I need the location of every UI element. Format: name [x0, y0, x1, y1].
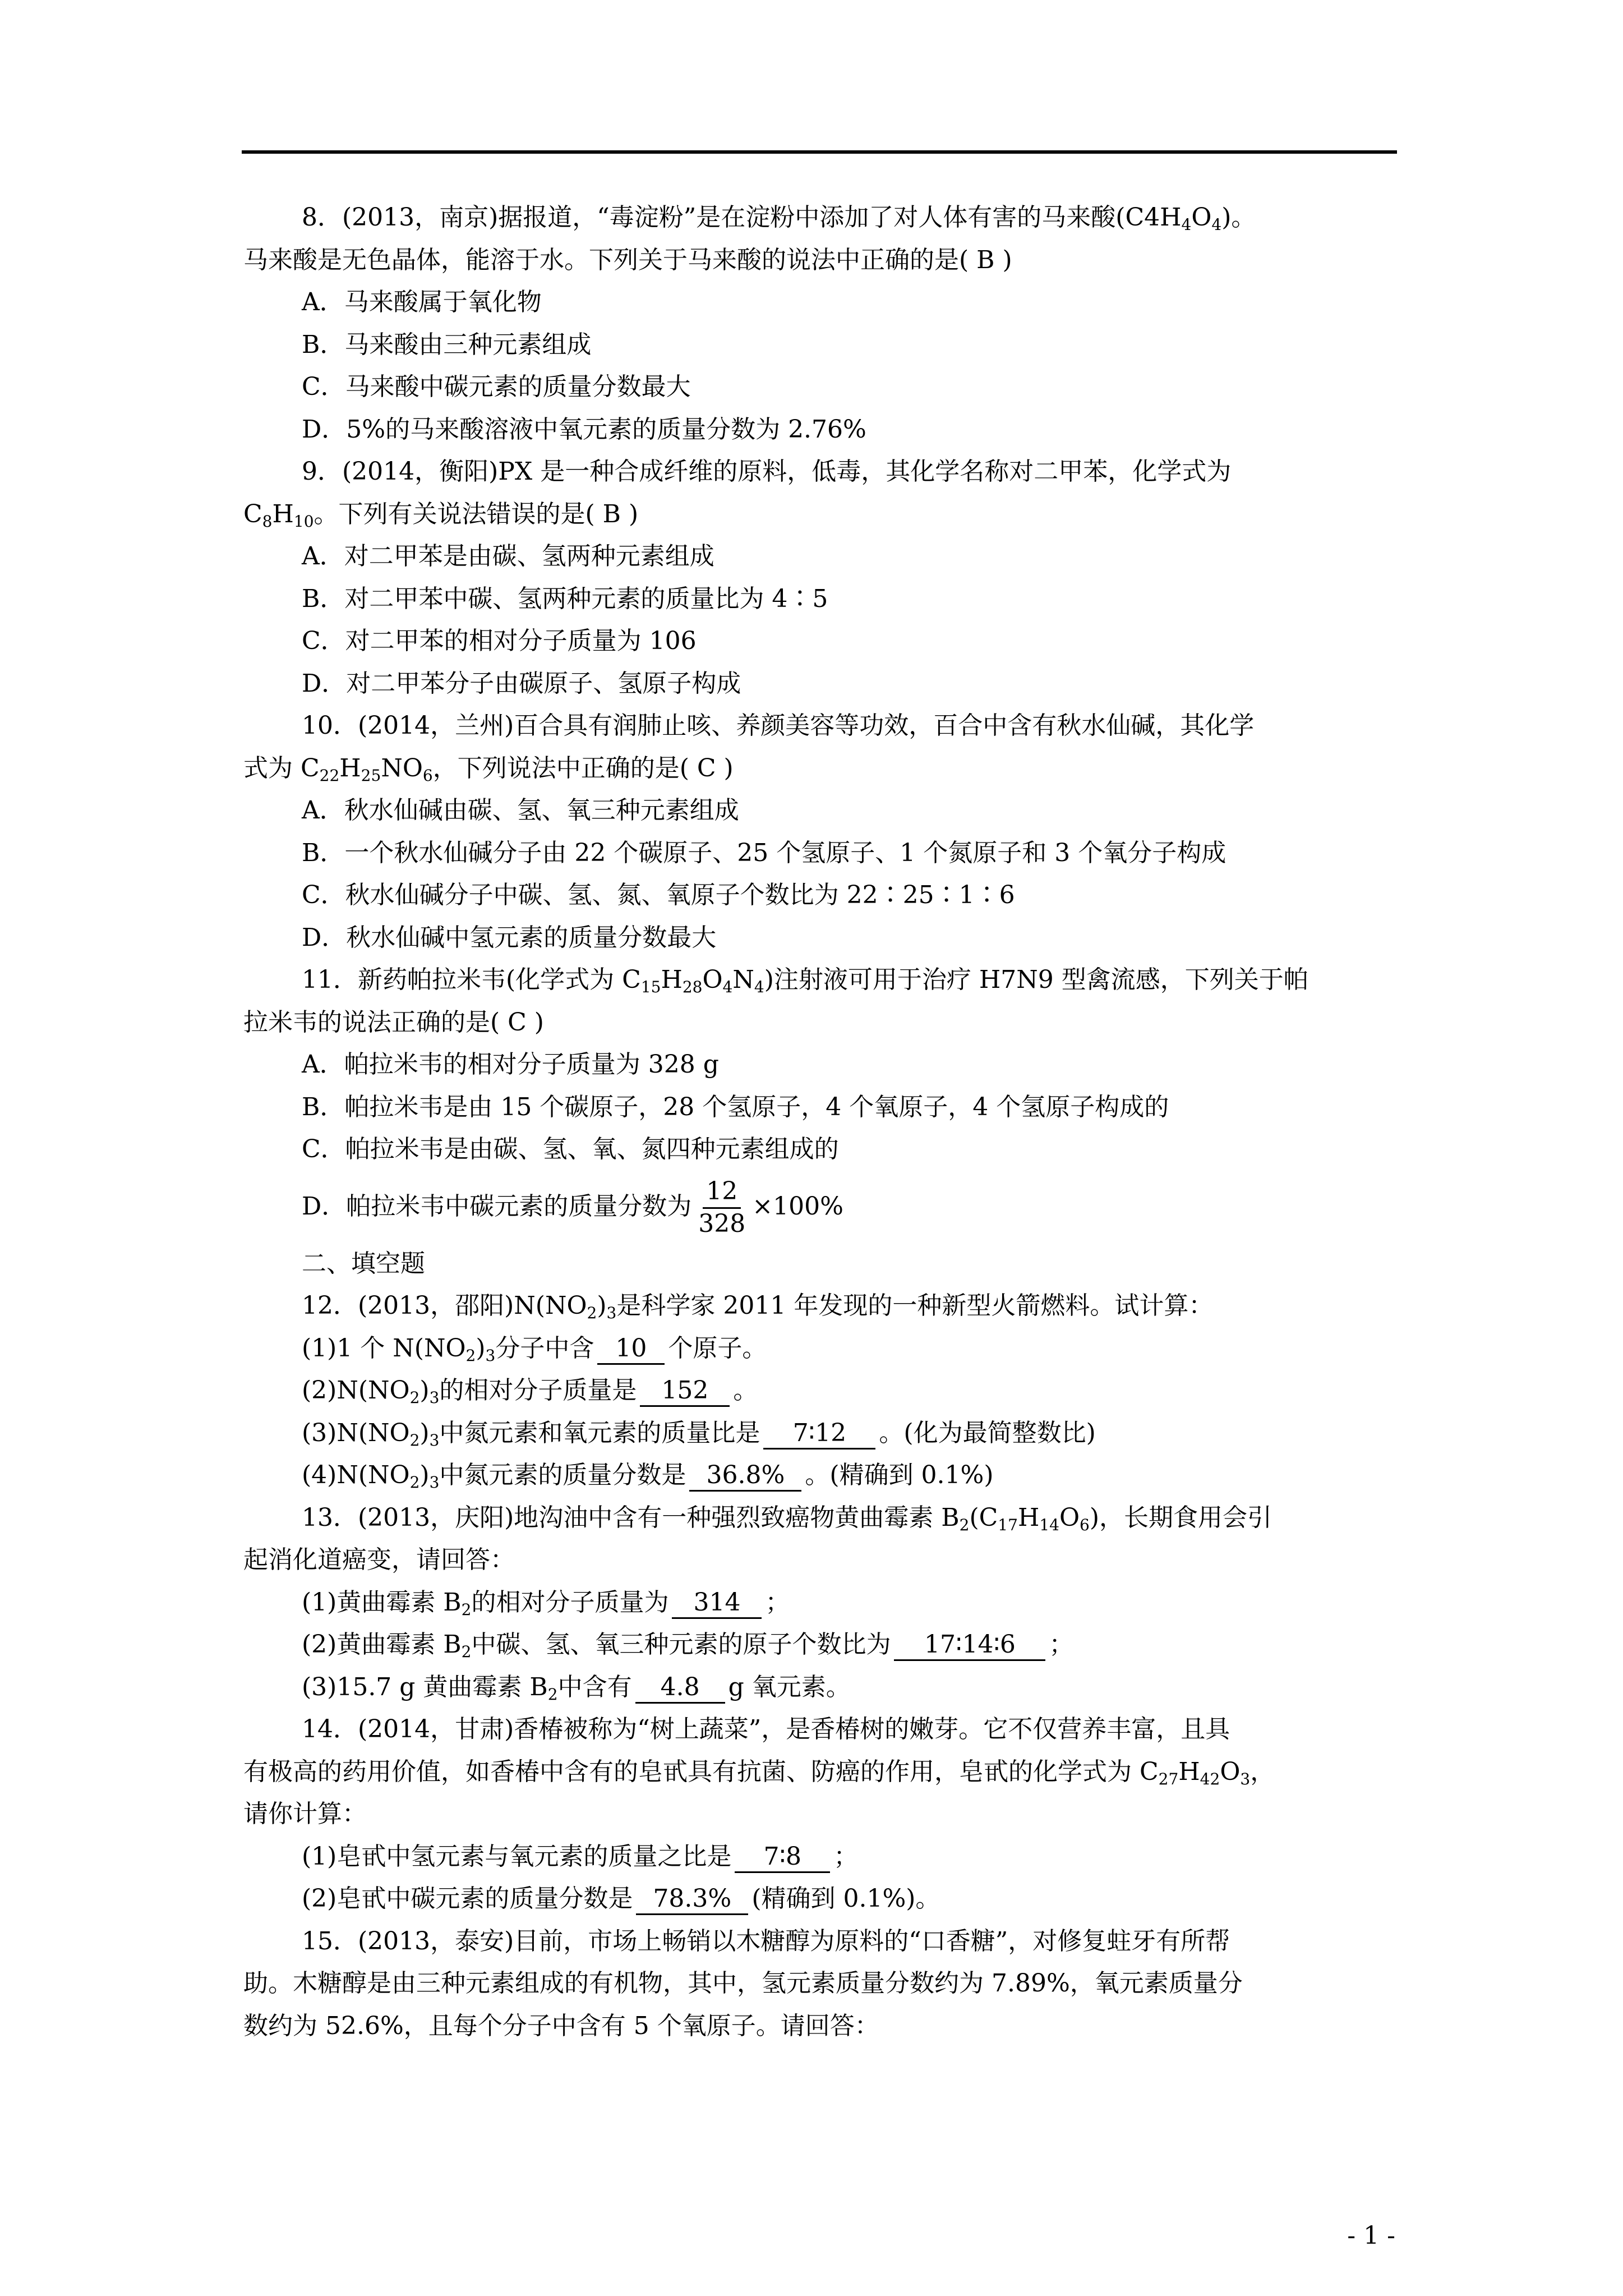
q8-option-a: A．马来酸属于氧化物	[302, 288, 542, 316]
q14-part2: (2)皂甙中碳元素的质量分数是 78.3% (精确到 0.1%)。	[243, 1878, 1396, 1920]
q13-part3: (3)15.7 g 黄曲霉素 $B_2$中含有 4.8 g 氧元素。	[302, 1672, 851, 1704]
q9-option-c: C．对二甲苯的相对分子质量为 106	[302, 627, 697, 655]
q14-part1: (1)皂甙中氢元素与氧元素的质量之比是 7∶8 ；	[243, 1835, 1396, 1878]
answer-blank: 36.8%	[689, 1462, 801, 1492]
q15-line2: 助。木糖醇是由三种元素组成的有机物，其中，氢元素质量分数约为 7.89%，氧元素质量分	[243, 1969, 1243, 1998]
answer-blank: 17∶14∶6	[894, 1631, 1045, 1661]
q10-line2: 式为 $C_{22}H_{25}NO_6$，下列说法中正确的是( C )	[243, 753, 734, 785]
q11-option-d: D．帕拉米韦中碳元素的质量分数为 $\frac{12}{328}$ ×100%	[302, 1177, 843, 1238]
q14-line3: 请你计算：	[243, 1800, 367, 1828]
answer-blank: 10	[597, 1335, 665, 1365]
q9-option-b: B．对二甲苯中碳、氢两种元素的质量比为 4∶5	[302, 584, 828, 613]
q8-line1: 8．(2013，南京)据报道，“毒淀粉”是在淀粉中添加了对人体有害的马来酸$(C4H_4O_4)$。	[302, 203, 1256, 234]
exercise-page	[243, 196, 1396, 2047]
q10-option-b: B．一个秋水仙碱分子由 22 个碳原子、25 个氢原子、1 个氮原子和 3 个氧分子构成	[302, 838, 1227, 867]
q11-line1: 11．新药帕拉米韦(化学式为 $C_{15}H_{28}O_4N_4$)注射液可用于治疗 H7N9 型禽流感，下列关于帕	[302, 965, 1308, 996]
q11-option-b: B．帕拉米韦是由 15 个碳原子，28 个氢原子，4 个氧原子，4 个氢原子构成的	[302, 1092, 1169, 1121]
q10-option-a: A．秋水仙碱由碳、氢、氧三种元素组成	[302, 796, 739, 825]
q12-part2: $(2)N(NO_2)_3$的相对分子质量是 152 。	[302, 1376, 758, 1407]
answer-blank: 7∶12	[763, 1420, 875, 1450]
q11-option-c: C．帕拉米韦是由碳、氢、氧、氮四种元素组成的	[302, 1135, 839, 1163]
answer-blank: 4.8	[635, 1674, 725, 1704]
q11-option-a: A．帕拉米韦的相对分子质量为 328 g	[302, 1050, 719, 1079]
q8-option-b: B．马来酸由三种元素组成	[302, 330, 592, 359]
q9-option-d: D．对二甲苯分子由碳原子、氢原子构成	[302, 669, 741, 698]
fraction: $\frac{12}{328}$	[698, 1177, 746, 1238]
q8-option-d: D．5%的马来酸溶液中氧元素的质量分数为 2.76%	[302, 415, 866, 444]
q9-line2: $C_8H_{10}$。下列有关说法错误的是( B )	[243, 499, 639, 531]
q14-line1: 14．(2014，甘肃)香椿被称为“树上蔬菜”，是香椿树的嫩芽。它不仅营养丰富，且具	[302, 1715, 1230, 1743]
q15-line1: 15．(2013，泰安)目前，市场上畅销以木糖醇为原料的“口香糖”，对修复蛀牙有所帮	[302, 1926, 1230, 1955]
q12-part1: (1)1 个 $N(NO_2)_3$分子中含 10 个原子。	[302, 1333, 767, 1365]
section-heading: 二、填空题	[302, 1249, 425, 1278]
q14-line2: 有极高的药用价值，如香椿中含有的皂甙具有抗菌、防癌的作用，皂甙的化学式为 $C_{27}H_{42}O_3$，	[243, 1757, 1275, 1788]
q13-line2: 起消化道癌变，请回答：	[243, 1545, 515, 1574]
page-number: - 1 -	[1347, 2221, 1395, 2250]
answer-blank: 78.3%	[636, 1885, 748, 1915]
answer-blank: 7∶8	[735, 1843, 830, 1873]
q12-part4: $(4)N(NO_2)_3$中氮元素的质量分数是 36.8% 。(精确到 0.1%)	[302, 1461, 994, 1492]
answer-blank: 314	[672, 1589, 762, 1619]
q10-line1: 10．(2014，兰州)百合具有润肺止咳、养颜美容等功效，百合中含有秋水仙碱，其化学	[302, 711, 1255, 740]
q15-line3: 数约为 52.6%，且每个分子中含有 5 个氧原子。请回答：	[243, 2011, 879, 2040]
q12-part3: $(3)N(NO_2)_3$中氮元素和氧元素的质量比是 7∶12 。(化为最简整数比)	[302, 1418, 1096, 1450]
q10-option-d: D．秋水仙碱中氢元素的质量分数最大	[302, 923, 717, 952]
q10-option-c: C．秋水仙碱分子中碳、氢、氮、氧原子个数比为 22∶25∶1∶6	[302, 881, 1015, 909]
q11-line2: 拉米韦的说法正确的是( C )	[243, 1007, 544, 1037]
q8-line2: 马来酸是无色晶体，能溶于水。下列关于马来酸的说法中正确的是( B )	[243, 245, 1012, 274]
q12-line1: 12．(2013，邵阳)$N(NO_2)_3$是科学家 2011 年发现的一种新型火箭燃料。试计算：	[302, 1291, 1214, 1322]
header-rule	[242, 150, 1397, 154]
q8-option-c: C．马来酸中碳元素的质量分数最大	[302, 372, 691, 401]
q13-part1: (1)黄曲霉素 $B_2$的相对分子质量为 314 ；	[302, 1588, 790, 1619]
q9-line1: 9．(2014，衡阳)PX 是一种合成纤维的原料，低毒，其化学名称对二甲苯，化学式为	[302, 457, 1232, 486]
q13-part2: (2)黄曲霉素 $B_2$中碳、氢、氧三种元素的原子个数比为 17∶14∶6 ；	[302, 1630, 1074, 1661]
answer-blank: 152	[640, 1377, 730, 1407]
q9-option-a: A．对二甲苯是由碳、氢两种元素组成	[302, 542, 714, 570]
q13-line1: 13．(2013，庆阳)地沟油中含有一种强烈致癌物黄曲霉素 $B_2(C_{17}H_{14}O_6)$，长期食用会引	[302, 1503, 1272, 1534]
